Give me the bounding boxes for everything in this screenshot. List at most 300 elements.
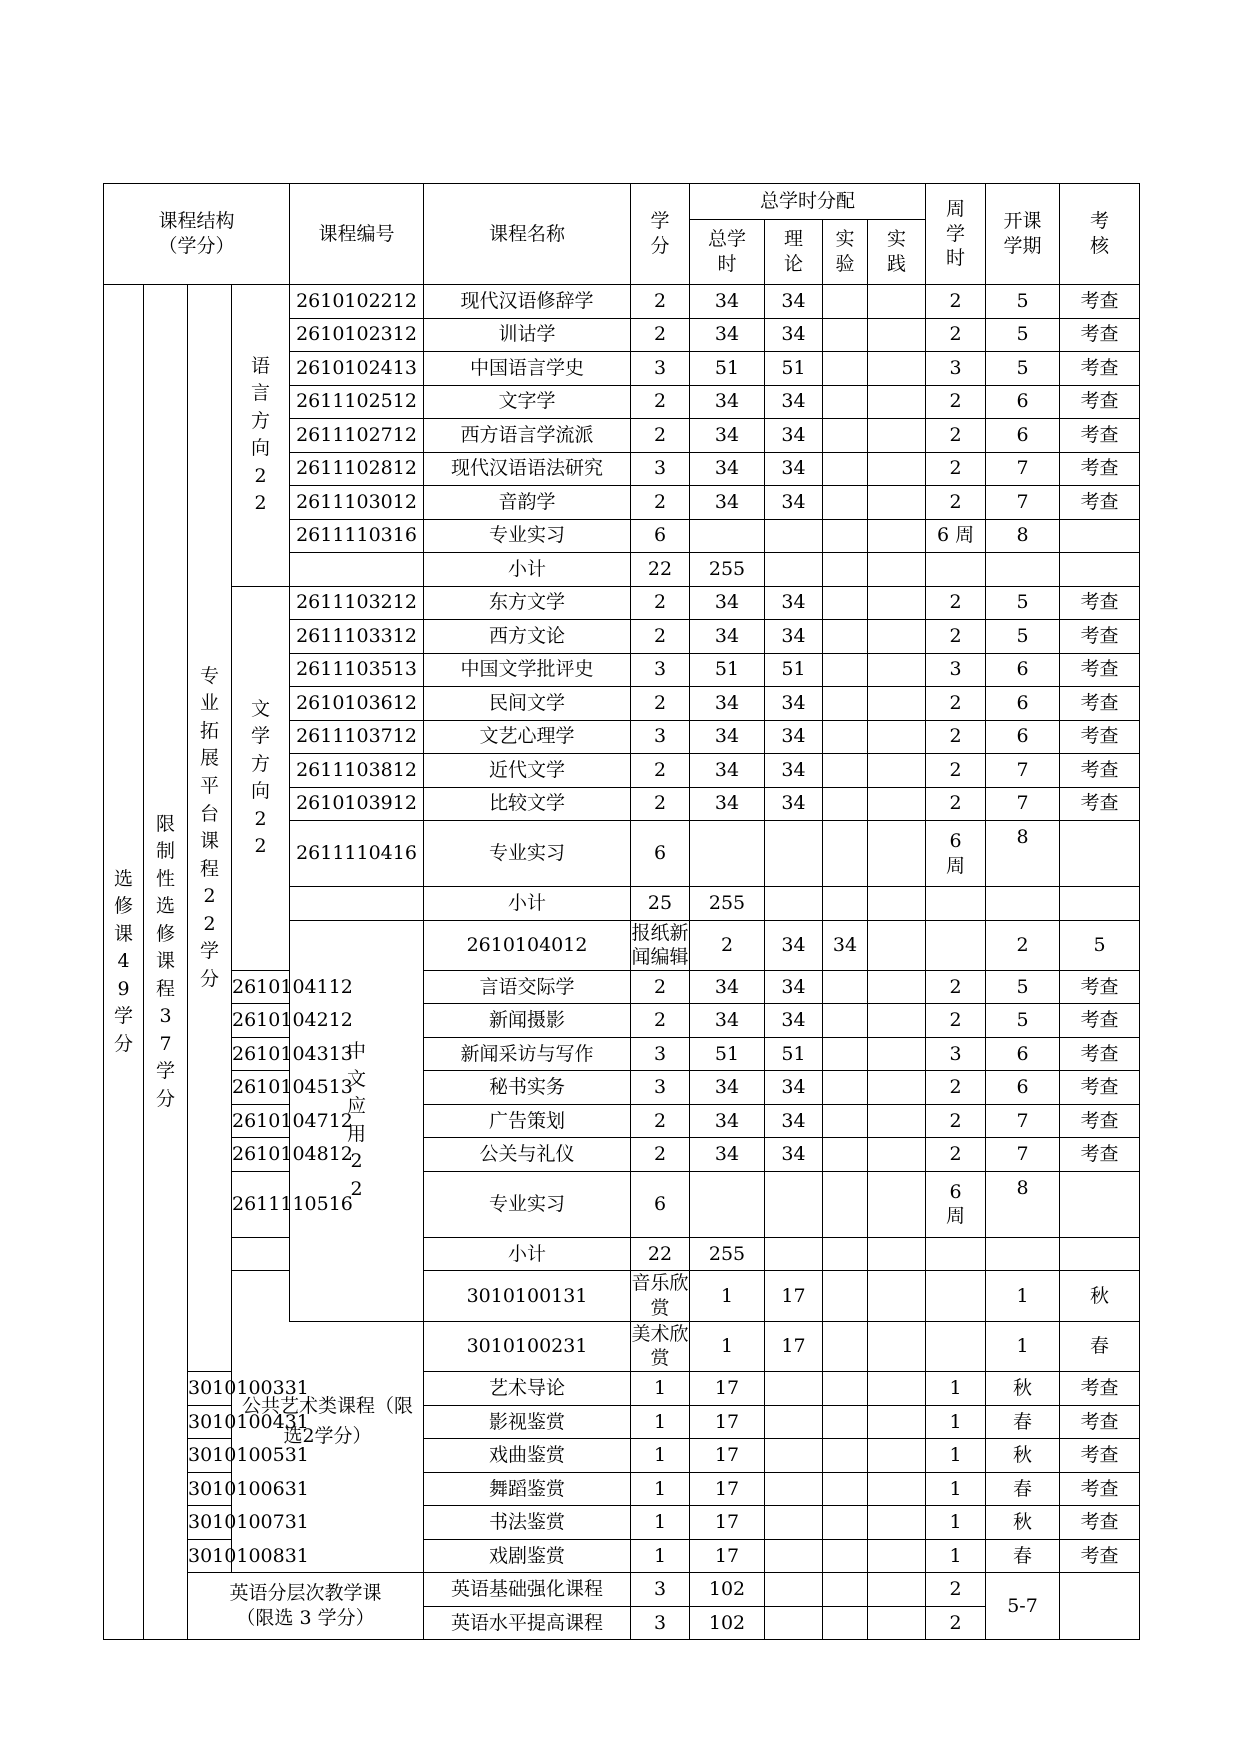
course-credits: 2 xyxy=(631,1004,690,1038)
course-practice-hours xyxy=(868,1573,926,1607)
course-semester: 5 xyxy=(986,1004,1060,1038)
course-total-hours: 17 xyxy=(690,1539,765,1573)
course-practice-hours xyxy=(868,754,926,788)
course-assessment: 考查 xyxy=(1060,452,1140,486)
course-assessment: 考查 xyxy=(1060,1138,1140,1172)
course-credits: 2 xyxy=(631,419,690,453)
course-code: 3010100131 xyxy=(424,1271,631,1321)
course-experiment-hours xyxy=(823,1606,868,1640)
course-practice-hours xyxy=(868,1405,926,1439)
course-name: 近代文学 xyxy=(424,754,631,788)
course-credits: 6 xyxy=(631,1171,690,1237)
course-experiment-hours xyxy=(823,1171,868,1237)
course-theory-hours: 34 xyxy=(765,970,823,1004)
course-semester: 5 xyxy=(986,285,1060,319)
course-theory-hours: 34 xyxy=(765,687,823,721)
course-semester: 6 xyxy=(986,720,1060,754)
course-assessment: 考查 xyxy=(1060,1405,1140,1439)
course-credits: 3 xyxy=(631,1606,690,1640)
course-assessment: 考查 xyxy=(1060,1472,1140,1506)
course-code: 2610102212 xyxy=(290,285,424,319)
header-row-1 xyxy=(104,184,1140,220)
course-code: 3010100831 xyxy=(188,1539,232,1573)
course-theory-hours: 34 xyxy=(765,285,823,319)
course-code: 2610104712 xyxy=(232,1104,290,1138)
course-theory-hours: 51 xyxy=(765,1037,823,1071)
course-total-hours: 34 xyxy=(690,1004,765,1038)
course-code: 2610104812 xyxy=(232,1138,290,1172)
course-practice-hours xyxy=(868,385,926,419)
course-theory-hours xyxy=(765,1171,823,1237)
course-code xyxy=(290,887,424,921)
course-experiment-hours xyxy=(823,970,868,1004)
course-experiment-hours xyxy=(823,720,868,754)
course-semester: 5 xyxy=(1060,920,1140,970)
header-structure: 课程结构 （学分） xyxy=(104,184,290,285)
course-theory-hours xyxy=(765,1506,823,1540)
course-semester: 7 xyxy=(986,452,1060,486)
course-weekly-hours: 2 xyxy=(926,419,986,453)
course-credits: 2 xyxy=(631,318,690,352)
course-experiment-hours xyxy=(823,519,868,553)
course-experiment-hours xyxy=(823,1539,868,1573)
course-name: 西方文论 xyxy=(424,620,631,654)
course-weekly-hours: 2 xyxy=(926,486,986,520)
course-credits: 2 xyxy=(631,285,690,319)
course-practice-hours xyxy=(926,920,986,970)
course-code: 2610103912 xyxy=(290,787,424,821)
course-practice-hours xyxy=(868,1104,926,1138)
course-assessment: 考查 xyxy=(1060,620,1140,654)
course-weekly-hours: 2 xyxy=(926,1606,986,1640)
course-assessment: 考查 xyxy=(1060,970,1140,1004)
table-cell xyxy=(765,887,823,921)
course-experiment-hours xyxy=(823,653,868,687)
course-name: 东方文学 xyxy=(424,586,631,620)
group-restricted-text: 限制性选修课程37学分 xyxy=(155,812,175,1111)
course-code: 2611103712 xyxy=(290,720,424,754)
course-practice-hours xyxy=(868,787,926,821)
table-cell xyxy=(986,887,1060,921)
course-credits: 3 xyxy=(631,352,690,386)
course-weekly-hours: 3 xyxy=(926,352,986,386)
course-practice-hours xyxy=(868,821,926,887)
course-name: 美术欣赏 xyxy=(631,1321,690,1371)
course-experiment-hours xyxy=(823,318,868,352)
course-row xyxy=(104,1138,1140,1172)
course-semester: 8 xyxy=(986,519,1060,553)
header-experiment: 实 验 xyxy=(823,220,868,285)
table-cell xyxy=(765,1237,823,1271)
course-code: 2610104212 xyxy=(232,1004,290,1038)
course-weekly-hours: 2 xyxy=(926,586,986,620)
course-row xyxy=(104,1271,1140,1321)
course-total-hours: 34 xyxy=(690,1138,765,1172)
course-semester: 6 xyxy=(986,1071,1060,1105)
course-weekly-hours: 1 xyxy=(986,1321,1060,1371)
course-credits: 1 xyxy=(631,1372,690,1406)
group-art: 公共艺术类课程（限选2学分） xyxy=(232,1271,424,1573)
course-semester: 7 xyxy=(986,754,1060,788)
course-name: 报纸新闻编辑 xyxy=(631,920,690,970)
course-assessment: 考查 xyxy=(1060,352,1140,386)
course-credits: 3 xyxy=(631,1573,690,1607)
course-total-hours: 17 xyxy=(765,1271,823,1321)
course-total-hours: 102 xyxy=(690,1573,765,1607)
course-experiment-hours xyxy=(823,1439,868,1473)
course-credits: 1 xyxy=(690,1321,765,1371)
table-cell xyxy=(823,887,868,921)
course-weekly-hours: 2 xyxy=(926,1004,986,1038)
course-experiment-hours xyxy=(823,1405,868,1439)
course-practice-hours xyxy=(868,1539,926,1573)
course-total-hours: 34 xyxy=(690,1071,765,1105)
course-practice-hours xyxy=(868,1372,926,1406)
subtotal-total-hours: 255 xyxy=(690,553,765,587)
course-total-hours: 17 xyxy=(690,1439,765,1473)
subtotal-total-hours: 255 xyxy=(690,887,765,921)
course-weekly-hours: 2 xyxy=(926,970,986,1004)
course-theory-hours: 34 xyxy=(765,419,823,453)
course-practice-hours xyxy=(868,1171,926,1237)
course-total-hours: 34 xyxy=(765,920,823,970)
course-credits: 3 xyxy=(631,1037,690,1071)
course-semester: 8 xyxy=(986,1171,1060,1237)
course-total-hours: 51 xyxy=(690,352,765,386)
course-assessment: 考查 xyxy=(1060,1037,1140,1071)
course-row xyxy=(104,1573,1140,1607)
course-name: 秘书实务 xyxy=(424,1071,631,1105)
course-semester: 6 xyxy=(986,385,1060,419)
course-practice-hours xyxy=(868,452,926,486)
course-total-hours: 34 xyxy=(690,419,765,453)
course-assessment: 考查 xyxy=(1060,385,1140,419)
course-credits: 2 xyxy=(631,1104,690,1138)
header-credits: 学 分 xyxy=(631,184,690,285)
header-practice: 实 践 xyxy=(868,220,926,285)
header-weekly-hours: 周 学 时 xyxy=(926,184,986,285)
course-name: 戏曲鉴赏 xyxy=(424,1439,631,1473)
course-code: 2611103812 xyxy=(290,754,424,788)
course-code xyxy=(290,553,424,587)
course-practice-hours xyxy=(868,1472,926,1506)
course-credits: 1 xyxy=(631,1506,690,1540)
course-experiment-hours xyxy=(868,1271,926,1321)
course-weekly-hours: 2 xyxy=(926,754,986,788)
course-row xyxy=(104,1037,1140,1071)
course-semester: 5 xyxy=(986,318,1060,352)
course-semester: 春 xyxy=(1060,1321,1140,1371)
course-credits: 2 xyxy=(631,687,690,721)
course-name: 英语基础强化课程 xyxy=(424,1573,631,1607)
course-theory-hours xyxy=(765,1405,823,1439)
course-assessment: 考查 xyxy=(1060,687,1140,721)
course-theory-hours: 34 xyxy=(765,787,823,821)
course-assessment: 考查 xyxy=(1060,419,1140,453)
course-row xyxy=(104,285,1140,319)
course-weekly-hours: 2 xyxy=(926,285,986,319)
table-cell xyxy=(926,1237,986,1271)
course-total-hours: 34 xyxy=(690,385,765,419)
course-assessment: 考查 xyxy=(1060,653,1140,687)
course-credits: 1 xyxy=(631,1472,690,1506)
course-semester: 7 xyxy=(986,486,1060,520)
course-code: 3010100531 xyxy=(188,1439,232,1473)
course-code: 2610104012 xyxy=(424,920,631,970)
course-total-hours: 34 xyxy=(690,1104,765,1138)
course-code: 3010100231 xyxy=(424,1321,631,1371)
course-experiment-hours xyxy=(868,1321,926,1371)
course-total-hours: 34 xyxy=(690,970,765,1004)
course-total-hours: 51 xyxy=(690,1037,765,1071)
table-cell xyxy=(823,1237,868,1271)
course-weekly-hours: 2 xyxy=(926,687,986,721)
course-credits: 2 xyxy=(631,385,690,419)
course-practice-hours xyxy=(868,1606,926,1640)
course-total-hours: 17 xyxy=(690,1372,765,1406)
course-semester: 7 xyxy=(986,1104,1060,1138)
course-total-hours: 34 xyxy=(690,720,765,754)
course-practice-hours xyxy=(868,970,926,1004)
course-semester: 7 xyxy=(986,787,1060,821)
course-code: 2611102712 xyxy=(290,419,424,453)
course-name: 西方语言学流派 xyxy=(424,419,631,453)
course-credits: 3 xyxy=(631,1071,690,1105)
course-theory-hours: 34 xyxy=(765,720,823,754)
course-row xyxy=(104,1104,1140,1138)
course-assessment: 考查 xyxy=(1060,1506,1140,1540)
group-language-text: 语言方向22 xyxy=(251,354,271,515)
course-practice-hours xyxy=(868,1071,926,1105)
course-credits: 6 xyxy=(631,519,690,553)
course-name: 新闻摄影 xyxy=(424,1004,631,1038)
course-weekly-hours: 2 xyxy=(926,1071,986,1105)
group-restricted xyxy=(144,285,188,1640)
course-code: 2611102512 xyxy=(290,385,424,419)
table-cell xyxy=(868,553,926,587)
course-weekly-hours: 2 xyxy=(986,920,1060,970)
course-credits: 2 xyxy=(631,486,690,520)
subtotal-label: 小计 xyxy=(424,1237,631,1271)
group-literature-text: 文学方向22 xyxy=(251,697,271,858)
course-credits: 6 xyxy=(631,821,690,887)
course-code xyxy=(232,1237,290,1271)
header-assessment: 考 核 xyxy=(1060,184,1140,285)
course-practice-hours xyxy=(868,486,926,520)
group-platform xyxy=(188,285,232,1372)
subtotal-total-hours: 255 xyxy=(690,1237,765,1271)
course-weekly-hours: 3 xyxy=(926,1037,986,1071)
course-code: 3010100431 xyxy=(188,1405,232,1439)
course-experiment-hours xyxy=(823,1138,868,1172)
course-weekly-hours: 2 xyxy=(926,787,986,821)
course-code: 2611110516 xyxy=(232,1171,290,1237)
course-name: 音韵学 xyxy=(424,486,631,520)
course-weekly-hours: 1 xyxy=(986,1271,1060,1321)
course-code: 2610104513 xyxy=(232,1071,290,1105)
course-theory-hours: 34 xyxy=(765,318,823,352)
course-code: 3010100331 xyxy=(188,1372,232,1406)
group-elective-text: 选修课49学分 xyxy=(113,867,133,1055)
course-name: 训诂学 xyxy=(424,318,631,352)
course-name: 言语交际学 xyxy=(424,970,631,1004)
course-experiment-hours xyxy=(823,385,868,419)
subtotal-credits: 22 xyxy=(631,553,690,587)
course-total-hours: 34 xyxy=(690,285,765,319)
course-experiment-hours xyxy=(823,1472,868,1506)
course-row xyxy=(104,970,1140,1004)
course-weekly-hours: 1 xyxy=(926,1405,986,1439)
course-practice-hours xyxy=(868,720,926,754)
group-english: 英语分层次教学课 （限选 3 学分） xyxy=(188,1573,424,1640)
table-cell xyxy=(765,553,823,587)
course-credits: 2 xyxy=(690,920,765,970)
course-theory-hours xyxy=(765,1372,823,1406)
course-name: 戏剧鉴赏 xyxy=(424,1539,631,1573)
course-practice-hours xyxy=(868,586,926,620)
course-practice-hours xyxy=(926,1271,986,1321)
course-assessment: 考查 xyxy=(1060,318,1140,352)
course-weekly-hours: 2 xyxy=(926,452,986,486)
course-assessment: 考查 xyxy=(1060,787,1140,821)
course-experiment-hours xyxy=(823,620,868,654)
course-semester: 5 xyxy=(986,352,1060,386)
course-assessment: 考查 xyxy=(1060,1539,1140,1573)
course-weekly-hours: 1 xyxy=(926,1539,986,1573)
course-weekly-hours: 6 周 xyxy=(926,1171,986,1237)
table-cell xyxy=(868,1237,926,1271)
header-theory: 理 论 xyxy=(765,220,823,285)
course-assessment: 考查 xyxy=(1060,1004,1140,1038)
course-theory-hours: 34 xyxy=(823,920,868,970)
course-code: 2610104313 xyxy=(232,1037,290,1071)
course-total-hours: 34 xyxy=(690,687,765,721)
course-table xyxy=(103,183,1140,1640)
course-weekly-hours: 2 xyxy=(926,1573,986,1607)
course-experiment-hours xyxy=(823,452,868,486)
course-assessment: 考查 xyxy=(1060,486,1140,520)
course-experiment-hours xyxy=(823,1104,868,1138)
course-theory-hours: 34 xyxy=(765,1004,823,1038)
course-total-hours: 34 xyxy=(690,586,765,620)
course-total-hours: 102 xyxy=(690,1606,765,1640)
course-credits: 3 xyxy=(631,653,690,687)
course-credits: 1 xyxy=(690,1271,765,1321)
course-experiment-hours xyxy=(823,352,868,386)
course-semester: 5 xyxy=(986,620,1060,654)
course-weekly-hours: 1 xyxy=(926,1372,986,1406)
course-name: 影视鉴赏 xyxy=(424,1405,631,1439)
course-practice-hours xyxy=(868,620,926,654)
course-code: 2611110316 xyxy=(290,519,424,553)
header-total-hours: 总学 时 xyxy=(690,220,765,285)
course-theory-hours: 51 xyxy=(765,352,823,386)
course-total-hours: 34 xyxy=(690,318,765,352)
subtotal-label: 小计 xyxy=(424,553,631,587)
course-name: 专业实习 xyxy=(424,519,631,553)
header-semester: 开课 学期 xyxy=(986,184,1060,285)
course-theory-hours: 34 xyxy=(765,586,823,620)
course-weekly-hours: 2 xyxy=(926,318,986,352)
course-name: 现代汉语语法研究 xyxy=(424,452,631,486)
course-name: 专业实习 xyxy=(424,821,631,887)
subtotal-credits: 25 xyxy=(631,887,690,921)
course-semester: 6 xyxy=(986,687,1060,721)
course-weekly-hours: 2 xyxy=(926,720,986,754)
course-credits: 2 xyxy=(631,787,690,821)
course-code: 2610102413 xyxy=(290,352,424,386)
course-total-hours: 34 xyxy=(690,787,765,821)
course-weekly-hours: 2 xyxy=(926,385,986,419)
course-theory-hours: 34 xyxy=(765,1138,823,1172)
course-weekly-hours: 1 xyxy=(926,1506,986,1540)
course-experiment-hours xyxy=(823,821,868,887)
course-experiment-hours xyxy=(868,920,926,970)
course-semester: 8 xyxy=(986,821,1060,887)
course-credits: 2 xyxy=(631,754,690,788)
course-theory-hours: 51 xyxy=(765,653,823,687)
course-total-hours: 34 xyxy=(690,486,765,520)
subtotal-label: 小计 xyxy=(424,887,631,921)
course-experiment-hours xyxy=(823,486,868,520)
table-cell xyxy=(1060,553,1140,587)
course-assessment: 考查 xyxy=(1060,1104,1140,1138)
course-assessment: 考查 xyxy=(1060,754,1140,788)
table-cell xyxy=(926,553,986,587)
course-name: 音乐欣赏 xyxy=(631,1271,690,1321)
course-code: 2611102812 xyxy=(290,452,424,486)
course-total-hours xyxy=(690,821,765,887)
course-theory-hours xyxy=(765,1573,823,1607)
course-semester: 5 xyxy=(986,586,1060,620)
course-row xyxy=(104,586,1140,620)
course-semester: 秋 xyxy=(986,1439,1060,1473)
course-weekly-hours: 2 xyxy=(926,620,986,654)
course-code: 2610102312 xyxy=(290,318,424,352)
course-practice-hours xyxy=(868,1138,926,1172)
course-semester: 6 xyxy=(986,1037,1060,1071)
course-row xyxy=(104,1071,1140,1105)
course-assessment xyxy=(1060,1573,1140,1640)
course-total-hours: 17 xyxy=(690,1506,765,1540)
course-practice-hours xyxy=(868,1004,926,1038)
course-name: 英语水平提高课程 xyxy=(424,1606,631,1640)
course-name: 文艺心理学 xyxy=(424,720,631,754)
course-credits: 2 xyxy=(631,970,690,1004)
course-theory-hours xyxy=(765,1472,823,1506)
course-practice-hours xyxy=(868,1037,926,1071)
course-name: 中国语言学史 xyxy=(424,352,631,386)
course-semester: 秋 xyxy=(986,1506,1060,1540)
header-name: 课程名称 xyxy=(424,184,631,285)
group-language xyxy=(232,285,290,587)
course-code: 2610103612 xyxy=(290,687,424,721)
course-semester: 春 xyxy=(986,1472,1060,1506)
course-weekly-hours: 2 xyxy=(926,1104,986,1138)
course-practice-hours xyxy=(868,318,926,352)
course-name: 公关与礼仪 xyxy=(424,1138,631,1172)
course-theory-hours: 34 xyxy=(765,1104,823,1138)
course-weekly-hours: 1 xyxy=(926,1439,986,1473)
course-experiment-hours xyxy=(823,1071,868,1105)
course-assessment xyxy=(1060,1171,1140,1237)
course-name: 现代汉语修辞学 xyxy=(424,285,631,319)
course-code: 2611110416 xyxy=(290,821,424,887)
course-code: 2611103312 xyxy=(290,620,424,654)
course-practice-hours xyxy=(868,285,926,319)
group-applied-text: 中文应用22 xyxy=(347,1039,367,1200)
course-theory-hours: 34 xyxy=(765,754,823,788)
